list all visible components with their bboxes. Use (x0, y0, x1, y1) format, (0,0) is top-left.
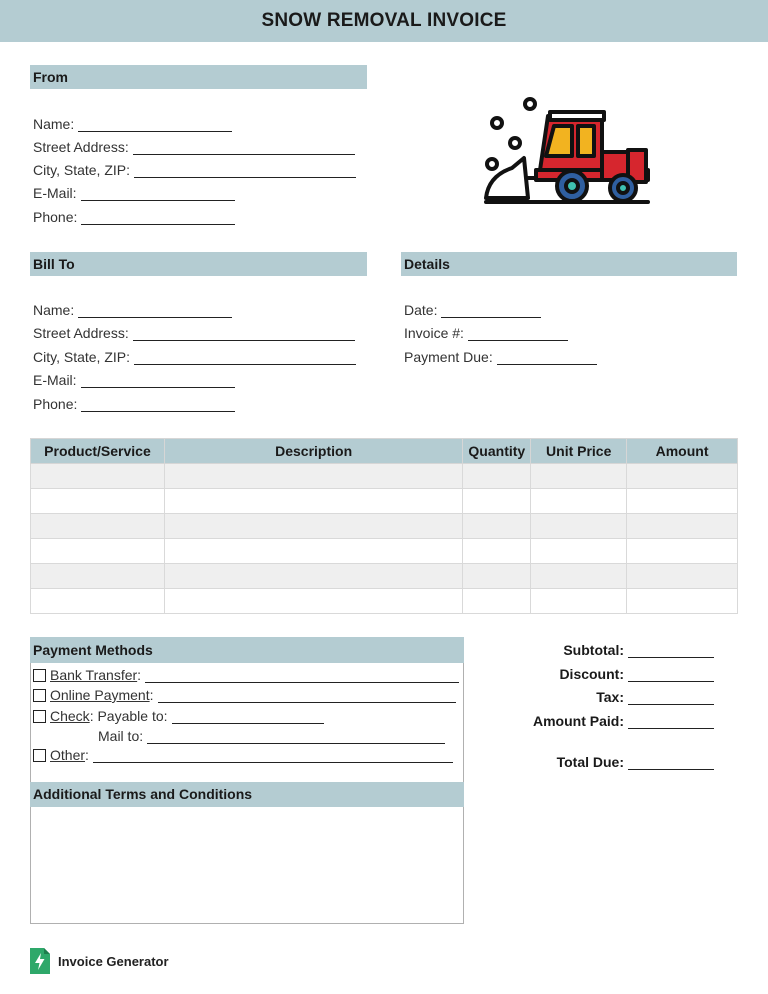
table-cell[interactable] (463, 464, 531, 489)
check-checkbox[interactable] (33, 710, 46, 723)
column-header: Amount (627, 439, 738, 464)
from-city-field[interactable]: City, State, ZIP: (33, 162, 356, 178)
online-payment-option[interactable]: Online Payment : (33, 687, 456, 703)
table-cell[interactable] (531, 564, 627, 589)
items-table (30, 438, 738, 614)
other-option[interactable]: Other : (33, 747, 453, 763)
from-street-field[interactable]: Street Address: (33, 139, 355, 155)
other-checkbox[interactable] (33, 749, 46, 762)
page-title: SNOW REMOVAL INVOICE (261, 10, 507, 31)
footer-brand-text: Invoice Generator (58, 953, 169, 969)
payment-due-field[interactable]: Payment Due: (404, 349, 597, 365)
items-table-header (31, 439, 738, 464)
table-cell[interactable] (531, 589, 627, 614)
from-email-field[interactable]: E-Mail: (33, 185, 235, 201)
bank-transfer-checkbox[interactable] (33, 669, 46, 682)
table-cell[interactable] (531, 464, 627, 489)
subtotal-field[interactable]: Subtotal: (480, 642, 714, 658)
total-due-field[interactable]: Total Due: (480, 754, 714, 770)
table-cell[interactable] (164, 514, 462, 539)
table-cell[interactable] (31, 564, 165, 589)
column-header: Description (164, 439, 462, 464)
table-cell[interactable] (31, 539, 165, 564)
table-cell[interactable] (627, 514, 738, 539)
column-header: Quantity (463, 439, 531, 464)
bank-transfer-option[interactable]: Bank Transfer : (33, 667, 459, 683)
bill-to-heading: Bill To (30, 252, 367, 276)
from-phone-field[interactable]: Phone: (33, 209, 235, 225)
tax-field[interactable]: Tax: (480, 689, 714, 705)
bill-to-phone-field[interactable]: Phone: (33, 396, 235, 412)
table-cell[interactable] (531, 539, 627, 564)
table-cell[interactable] (164, 464, 462, 489)
column-header: Product/Service (31, 439, 165, 464)
table-cell[interactable] (31, 589, 165, 614)
table-cell[interactable] (463, 489, 531, 514)
table-cell[interactable] (31, 464, 165, 489)
table-row (31, 589, 738, 614)
mail-to-field[interactable]: Mail to: (98, 728, 445, 744)
table-row (31, 464, 738, 489)
table-row (31, 489, 738, 514)
from-name-field[interactable]: Name: (33, 116, 232, 132)
bill-to-email-field[interactable]: E-Mail: (33, 372, 235, 388)
table-cell[interactable] (627, 564, 738, 589)
invoice-generator-logo-icon (30, 948, 50, 974)
terms-heading: Additional Terms and Conditions (30, 782, 464, 807)
details-heading: Details (401, 252, 737, 276)
table-cell[interactable] (627, 589, 738, 614)
bill-to-city-field[interactable]: City, State, ZIP: (33, 349, 356, 365)
table-cell[interactable] (164, 564, 462, 589)
table-cell[interactable] (627, 489, 738, 514)
table-cell[interactable] (463, 539, 531, 564)
online-payment-checkbox[interactable] (33, 689, 46, 702)
table-cell[interactable] (463, 564, 531, 589)
table-row (31, 539, 738, 564)
table-cell[interactable] (627, 539, 738, 564)
date-field[interactable]: Date: (404, 302, 541, 318)
discount-field[interactable]: Discount: (480, 666, 714, 682)
table-cell[interactable] (31, 514, 165, 539)
column-header: Unit Price (531, 439, 627, 464)
table-cell[interactable] (164, 489, 462, 514)
invoice-number-field[interactable]: Invoice #: (404, 325, 568, 341)
table-row (31, 564, 738, 589)
from-heading: From (30, 65, 367, 89)
footer-brand (30, 948, 169, 974)
table-cell[interactable] (31, 489, 165, 514)
bill-to-street-field[interactable]: Street Address: (33, 325, 355, 341)
table-cell[interactable] (463, 514, 531, 539)
table-row (31, 514, 738, 539)
title-bar (0, 0, 768, 42)
payment-methods-heading: Payment Methods (30, 637, 464, 663)
table-cell[interactable] (627, 464, 738, 489)
amount-paid-field[interactable]: Amount Paid: (480, 713, 714, 729)
table-cell[interactable] (463, 589, 531, 614)
bill-to-name-field[interactable]: Name: (33, 302, 232, 318)
table-cell[interactable] (164, 539, 462, 564)
check-option[interactable]: Check : Payable to: (33, 708, 324, 724)
table-cell[interactable] (531, 514, 627, 539)
table-cell[interactable] (164, 589, 462, 614)
table-cell[interactable] (531, 489, 627, 514)
snowplow-icon (478, 94, 654, 210)
